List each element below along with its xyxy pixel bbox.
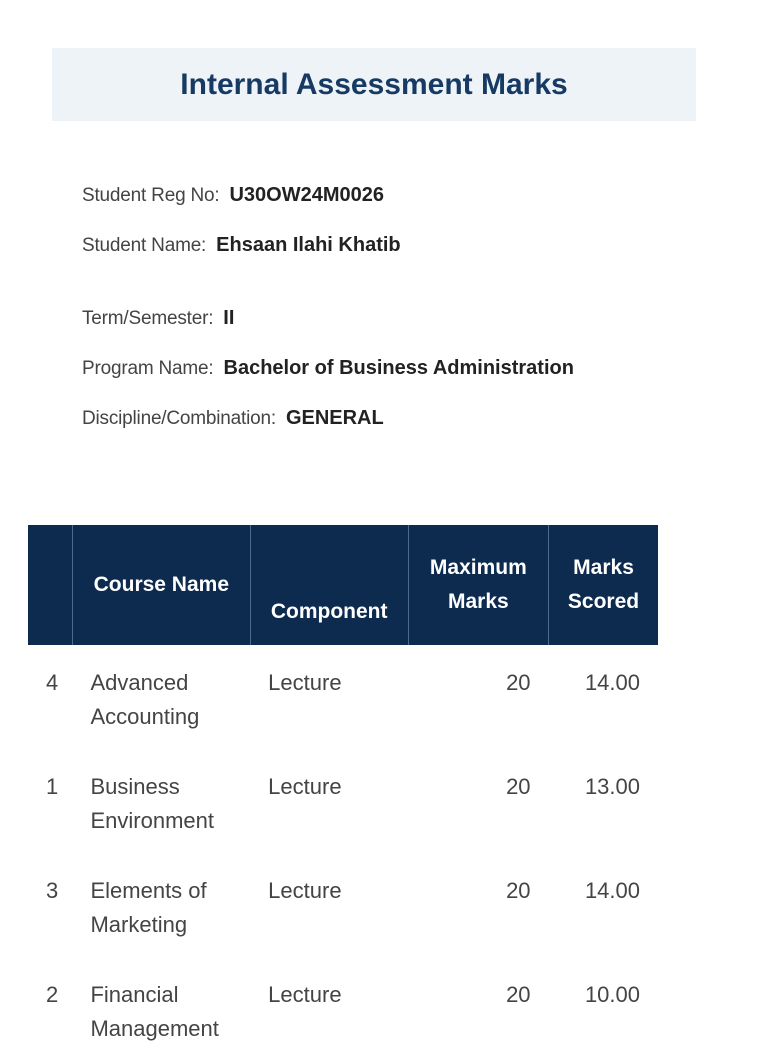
cell-component: Lecture	[268, 774, 342, 799]
program-row	[82, 357, 574, 380]
cell-max-marks: 20	[506, 982, 531, 1007]
cell-course-name: Business Environment	[90, 774, 214, 833]
cell-sno: 2	[46, 982, 59, 1007]
reg-no-label: Student Reg No:	[82, 185, 220, 206]
student-name-value: Ehsaan Ilahi Khatib	[216, 234, 401, 256]
page-title: Internal Assessment Marks	[180, 67, 568, 101]
header-max-marks: Maximum Marks	[408, 525, 548, 645]
reg-no-value: U30OW24M0026	[229, 184, 385, 206]
header-component: Component	[250, 525, 408, 645]
cell-marks-scored: 14.00	[584, 878, 640, 903]
marks-table	[28, 525, 658, 1061]
cell-course-name: Financial Management	[90, 982, 219, 1041]
student-name-row	[82, 234, 401, 257]
table-row	[28, 749, 658, 853]
cell-sno: 1	[46, 774, 59, 799]
cell-max-marks: 20	[506, 670, 531, 695]
cell-marks-scored: 14.00	[584, 670, 640, 695]
cell-sno: 3	[46, 878, 59, 903]
term-row	[82, 307, 234, 330]
cell-marks-scored: 10.00	[584, 982, 640, 1007]
header-marks-scored: Marks Scored	[549, 525, 658, 645]
cell-max-marks: 20	[506, 878, 531, 903]
cell-max-marks: 20	[506, 774, 531, 799]
header-sno	[28, 525, 72, 645]
discipline-value: GENERAL	[285, 407, 384, 429]
table-row	[28, 645, 658, 749]
cell-marks-scored: 13.00	[584, 774, 640, 799]
table-row	[28, 957, 658, 1061]
table-header-row	[28, 525, 658, 645]
table-row	[28, 853, 658, 957]
term-label: Term/Semester:	[82, 308, 214, 329]
discipline-label: Discipline/Combination:	[82, 408, 276, 429]
discipline-row	[82, 407, 384, 430]
term-value: II	[223, 307, 235, 329]
cell-sno: 4	[46, 670, 59, 695]
program-label: Program Name:	[82, 358, 214, 379]
reg-no-row	[82, 184, 384, 207]
title-banner	[52, 48, 696, 121]
cell-course-name: Advanced Accounting	[90, 670, 200, 729]
student-name-label: Student Name:	[82, 235, 207, 256]
cell-component: Lecture	[268, 878, 342, 903]
program-value: Bachelor of Business Administration	[223, 357, 574, 379]
header-course-name: Course Name	[72, 525, 250, 645]
cell-component: Lecture	[268, 670, 342, 695]
cell-course-name: Elements of Marketing	[90, 878, 207, 937]
marks-table-container[interactable]	[46, 525, 682, 1041]
cell-component: Lecture	[268, 982, 342, 1007]
